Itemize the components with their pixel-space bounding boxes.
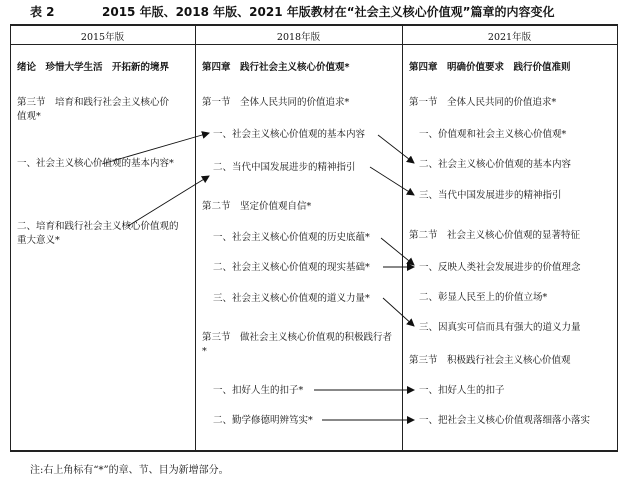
item-2018-s1-1: 一、社会主义核心价值观的基本内容: [213, 129, 366, 140]
item-2015-section3: 第三节 培育和践行社会主义核心价值观*: [17, 97, 170, 122]
item-2018-s3-2: 二、勤学修德明辨笃实*: [213, 415, 313, 426]
item-2021-s1-3: 三、当代中国发展进步的精神指引: [419, 190, 562, 201]
item-2021-s2-2: 二、彰显人民至上的价值立场*: [419, 292, 548, 303]
arrow-2018-guidance-to-2021-guidance: [370, 167, 414, 195]
item-2018-s2: 第二节 坚定价值观自信*: [202, 201, 312, 212]
item-2015-basic-content: 一、社会主义核心价值观的基本内容*: [17, 158, 174, 169]
table-footnote: 注:右上角标有“*”的章、节、目为新增部分。: [30, 465, 229, 476]
item-2021-s1-2: 二、社会主义核心价值观的基本内容: [419, 159, 572, 170]
item-2021-s2-3: 三、因真实可信而具有强大的道义力量: [419, 322, 581, 333]
table-title: 2015 年版、2018 年版、2021 年版教材在“社会主义核心价值观”篇章的内容变化: [102, 5, 555, 19]
item-2018-s2-1: 一、社会主义核心价值观的历史底蕴*: [213, 232, 370, 243]
table-label: 表 2: [30, 5, 55, 19]
arrow-2015-basic-to-2018-basic: [102, 133, 209, 164]
column-header-2015: 2015年版: [80, 32, 125, 43]
arrow-2015-significance-to-2018-guidance: [128, 176, 209, 226]
item-2018-s3-1: 一、扣好人生的扣子*: [213, 385, 304, 396]
item-2021-s1-1: 一、价值观和社会主义核心价值观*: [419, 129, 567, 140]
column-header-2021: 2021年版: [487, 32, 532, 43]
arrow-2018-history-to-2021-s2-1: [381, 238, 414, 265]
chapter-2021: 第四章 明确价值要求 践行价值准则: [409, 62, 571, 73]
item-2018-s2-3: 三、社会主义核心价值观的道义力量*: [213, 293, 370, 304]
column-header-2018: 2018年版: [276, 32, 321, 43]
item-2021-s3-1: 一、扣好人生的扣子: [419, 385, 505, 396]
item-2021-s2: 第二节 社会主义核心价值观的显著特征: [409, 230, 581, 241]
item-2015-significance: 二、培育和践行社会主义核心价值观的重大意义*: [17, 221, 179, 246]
chapter-2018: 第四章 践行社会主义核心价值观*: [202, 62, 350, 73]
chapter-2015: 绪论 珍惜大学生活 开拓新的境界: [17, 62, 170, 73]
item-2018-s1: 第一节 全体人民共同的价值追求*: [202, 97, 350, 108]
item-2018-s1-2: 二、当代中国发展进步的精神指引: [213, 162, 356, 173]
item-2018-s3: 第三节 做社会主义核心价值观的积极践行者*: [202, 332, 393, 357]
item-2021-s1: 第一节 全体人民共同的价值追求*: [409, 97, 557, 108]
item-2021-s2-1: 一、反映人类社会发展进步的价值理念: [419, 262, 581, 273]
item-2021-s3-2: 一、把社会主义核心价值观落细落小落实: [419, 415, 591, 426]
item-2018-s2-2: 二、社会主义核心价值观的现实基础*: [213, 262, 370, 273]
item-2021-s3: 第三节 积极践行社会主义核心价值观: [409, 355, 571, 366]
arrow-2018-basic-to-2021-basic: [378, 135, 414, 163]
arrow-2018-moral-to-2021-s2-3: [383, 298, 414, 326]
